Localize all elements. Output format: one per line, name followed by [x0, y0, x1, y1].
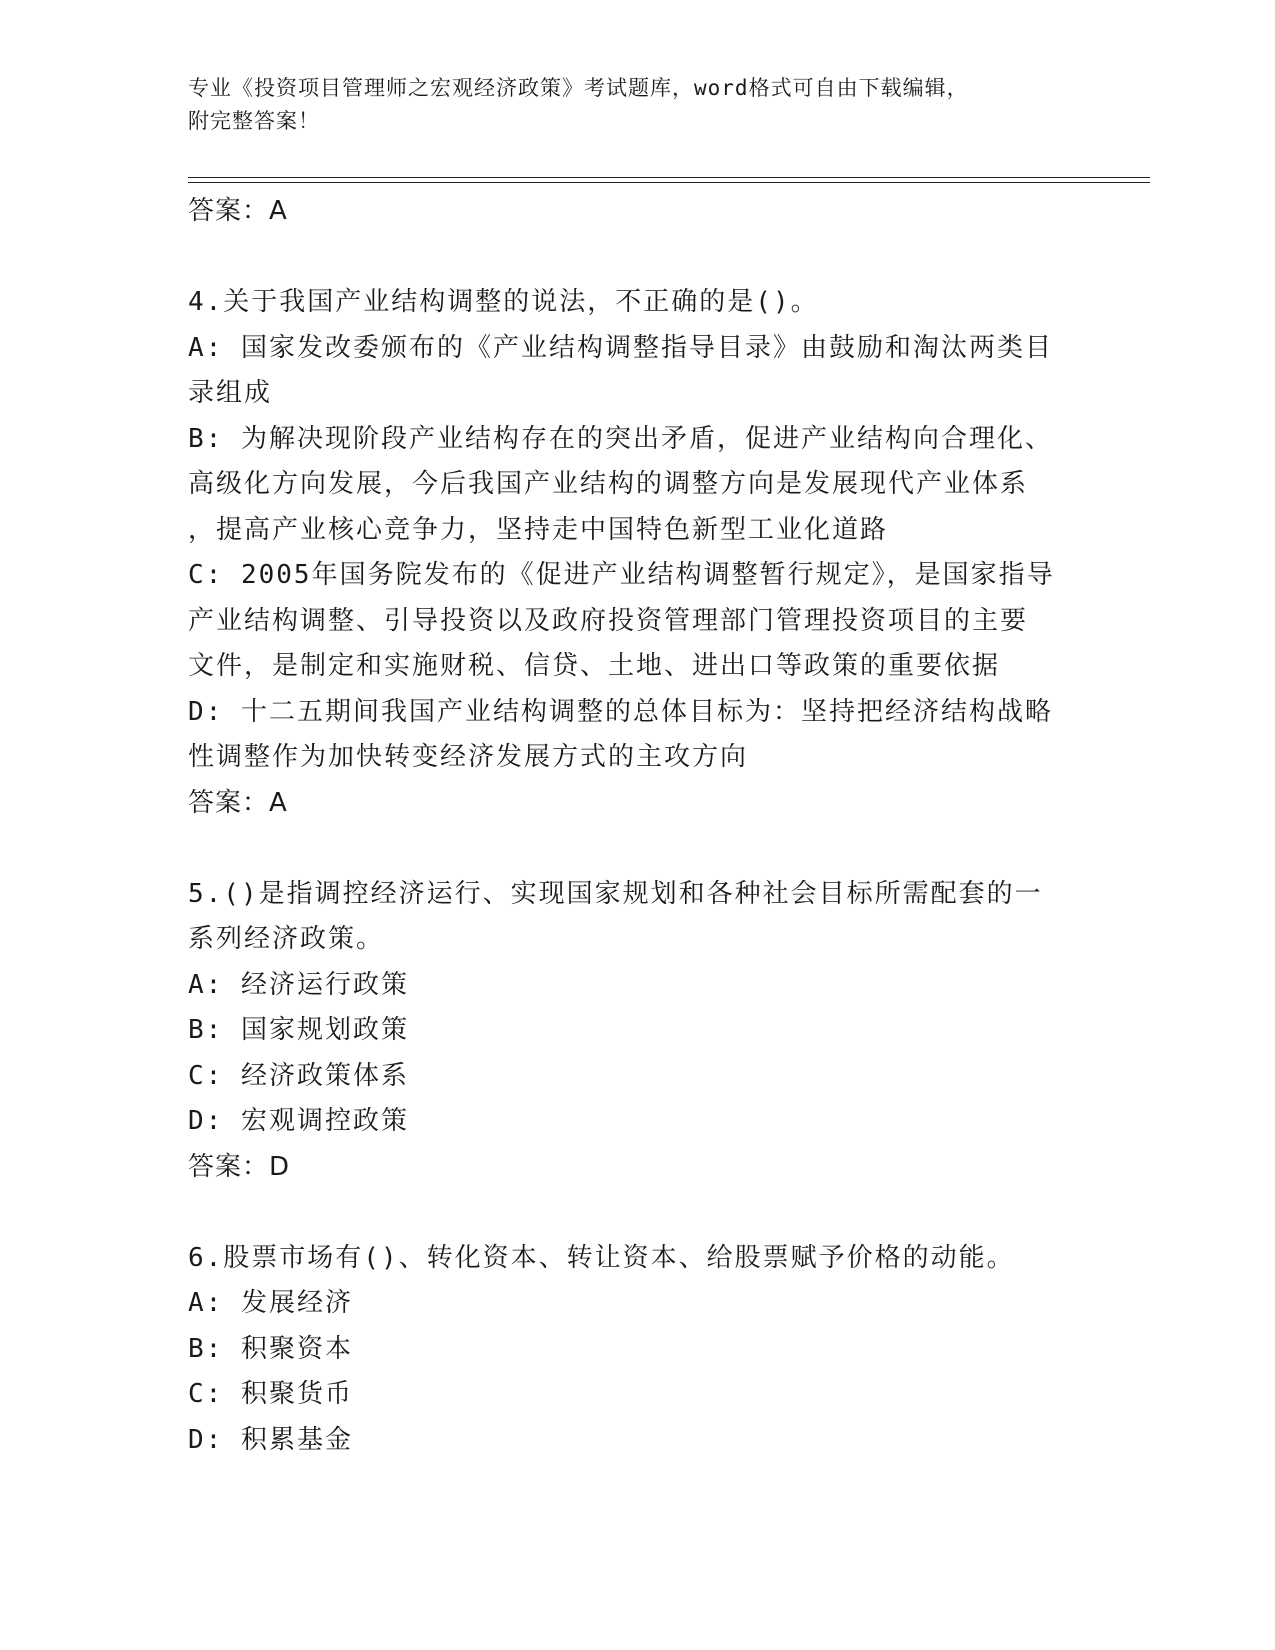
header-divider-bottom: [188, 182, 1150, 183]
answer-q3: 答案：A: [188, 196, 288, 226]
option-b: B: 国家规划政策: [188, 1015, 409, 1045]
option-c-line-2: 产业结构调整、引导投资以及政府投资管理部门管理投资项目的主要: [188, 605, 1029, 636]
question-5: [188, 872, 1088, 1191]
option-a-line-1: A: 国家发改委颁布的《产业结构调整指导目录》由鼓励和淘汰两类目: [188, 332, 1053, 363]
option-c: C: 积聚货币: [188, 1379, 353, 1409]
option-b-line-2: 高级化方向发展，今后我国产业结构的调整方向是发展现代产业体系: [188, 469, 1029, 499]
option-b-line-1: B: 为解决现阶段产业结构存在的突出矛盾，促进产业结构向合理化、: [188, 423, 1053, 454]
document-header: [188, 72, 1088, 138]
spacer: [188, 235, 1088, 281]
question-stem-line-1: 5.()是指调控经济运行、实现国家规划和各种社会目标所需配套的一: [188, 878, 1043, 909]
question-4: [188, 280, 1088, 826]
question-list: [188, 189, 1088, 1463]
question-stem-line-2: 系列经济政策。: [188, 924, 385, 954]
spacer: [188, 1190, 1088, 1236]
question-6: [188, 1236, 1088, 1464]
option-b: B: 积聚资本: [188, 1333, 353, 1364]
option-c-line-1: C: 2005年国务院发布的《促进产业结构调整暂行规定》，是国家指导: [188, 560, 1055, 590]
option-d-line-1: D: 十二五期间我国产业结构调整的总体目标为：坚持把经济结构战略: [188, 696, 1053, 727]
header-line-2: 附完整答案！: [188, 109, 320, 133]
option-a-line-2: 录组成: [188, 378, 273, 408]
option-d-line-2: 性调整作为加快转变经济发展方式的主攻方向: [188, 742, 749, 772]
option-c: C: 经济政策体系: [188, 1060, 409, 1091]
answer-q5: 答案：D: [188, 1151, 291, 1182]
spacer: [188, 826, 1088, 872]
question-stem: 6.股票市场有()、转化资本、转让资本、给股票赋予价格的动能。: [188, 1242, 1015, 1273]
option-c-line-3: 文件，是制定和实施财税、信贷、土地、进出口等政策的重要依据: [188, 651, 1001, 681]
option-a: A: 发展经济: [188, 1288, 353, 1318]
option-b-line-3: ，提高产业核心竞争力，坚持走中国特色新型工业化道路: [188, 514, 889, 545]
answer-q4: 答案：A: [188, 787, 288, 818]
option-d: D: 宏观调控政策: [188, 1106, 409, 1136]
option-d: D: 积累基金: [188, 1424, 353, 1455]
question-stem: 4.关于我国产业结构调整的说法，不正确的是()。: [188, 287, 819, 317]
option-a: A: 经济运行政策: [188, 969, 409, 1000]
header-line-1: 专业《投资项目管理师之宏观经济政策》考试题库，word格式可自由下载编辑，: [188, 76, 969, 100]
header-divider-top: [188, 177, 1150, 178]
